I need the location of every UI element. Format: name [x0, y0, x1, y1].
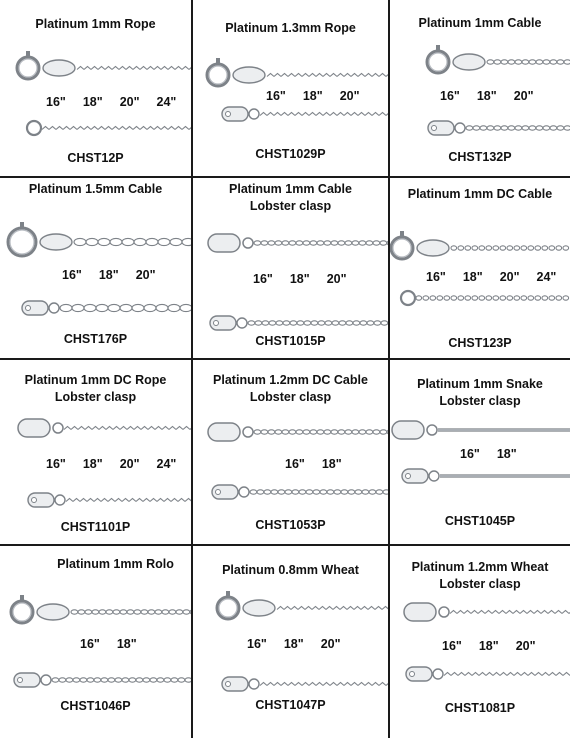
chain-card[interactable]: [0, 178, 191, 358]
length-label: 18": [302, 89, 323, 103]
chain-card[interactable]: [390, 360, 570, 544]
chain-lengths: [266, 89, 377, 103]
chain-card[interactable]: [193, 0, 388, 176]
length-label: 18": [462, 270, 483, 284]
length-label: 16": [426, 270, 446, 284]
product-code: CHST12P: [67, 151, 124, 165]
length-label: 18": [496, 447, 517, 461]
chain-image: [193, 360, 388, 544]
length-label: 18": [82, 95, 103, 109]
length-label: 20": [119, 95, 140, 109]
chain-title: Platinum 1mm DC Cable: [407, 187, 553, 201]
length-label: 18": [476, 89, 497, 103]
length-label: 16": [460, 447, 480, 461]
product-code: CHST1045P: [444, 514, 516, 528]
chain-lengths: [247, 637, 358, 651]
chain-card[interactable]: [0, 546, 191, 738]
length-label: 18": [478, 639, 499, 653]
length-label: 16": [440, 89, 460, 103]
product-code: CHST1047P: [255, 698, 326, 712]
chain-card[interactable]: [193, 178, 388, 358]
chain-title: Platinum 1.2mm Wheat Lobster clasp: [411, 560, 549, 591]
product-code: CHST1101P: [60, 520, 131, 534]
length-label: 24": [156, 95, 177, 109]
length-label: 18": [321, 457, 342, 471]
chain-title: Platinum 1.5mm Cable: [28, 182, 163, 196]
chain-title: Platinum 1mm Cable: [418, 16, 542, 30]
chain-card[interactable]: [390, 546, 570, 738]
length-label: 18": [283, 637, 304, 651]
chain-lengths: [62, 268, 173, 282]
length-label: 16": [46, 457, 66, 471]
chain-lengths: [253, 272, 364, 286]
product-code: CHST132P: [448, 150, 512, 164]
length-label: 18": [289, 272, 310, 286]
chain-title: Platinum 1mm Rolo: [57, 557, 174, 571]
length-label: 16": [247, 637, 267, 651]
length-label: 18": [82, 457, 103, 471]
product-code: CHST123P: [448, 336, 512, 350]
length-label: 20": [339, 89, 360, 103]
chain-title: Platinum 1mm Cable Lobster clasp: [229, 182, 352, 213]
length-label: 16": [442, 639, 462, 653]
length-label: 20": [119, 457, 140, 471]
length-label: 16": [285, 457, 305, 471]
chain-lengths: [442, 639, 553, 653]
chain-title: Platinum 1mm DC Rope Lobster clasp: [24, 373, 167, 404]
chain-image: [0, 360, 191, 544]
chain-title: Platinum 0.8mm Wheat: [222, 563, 359, 577]
chain-card[interactable]: [390, 178, 570, 358]
chain-lengths: [46, 95, 191, 109]
chain-title: Platinum 1mm Rope: [35, 17, 156, 31]
length-label: 20": [320, 637, 341, 651]
chain-lengths: [460, 447, 534, 461]
length-label: 20": [515, 639, 536, 653]
chain-image: [390, 178, 570, 358]
length-label: 20": [135, 268, 156, 282]
chain-title: Platinum 1.2mm DC Cable Lobster clasp: [213, 373, 368, 404]
chain-lengths: [285, 457, 359, 471]
length-label: 16": [266, 89, 286, 103]
chain-image: [0, 0, 191, 176]
chain-lengths: [80, 637, 154, 651]
length-label: 18": [98, 268, 119, 282]
product-code: CHST176P: [63, 332, 128, 346]
chain-card[interactable]: [193, 360, 388, 544]
chain-lengths: [46, 457, 191, 471]
length-label: 24": [156, 457, 177, 471]
length-label: 16": [253, 272, 273, 286]
chain-lengths: [440, 89, 551, 103]
length-label: 20": [499, 270, 520, 284]
chain-card[interactable]: [0, 0, 191, 176]
chain-title: Platinum 1.3mm Rope: [225, 21, 356, 35]
chain-card[interactable]: [0, 360, 191, 544]
product-code: CHST1029P: [255, 147, 326, 161]
chain-title: Platinum 1mm Snake Lobster clasp: [417, 377, 543, 408]
chain-card[interactable]: [193, 546, 388, 738]
product-code: CHST1015P: [255, 334, 326, 348]
length-label: 16": [46, 95, 66, 109]
chain-lengths: [426, 270, 570, 284]
product-code: CHST1053P: [255, 518, 326, 532]
length-label: 20": [513, 89, 534, 103]
chain-card[interactable]: [390, 0, 570, 176]
product-code: CHST1081P: [444, 701, 516, 715]
length-label: 16": [80, 637, 100, 651]
product-code: CHST1046P: [60, 699, 131, 713]
length-label: 20": [326, 272, 347, 286]
length-label: 24": [536, 270, 557, 284]
length-label: 16": [62, 268, 82, 282]
length-label: 18": [116, 637, 137, 651]
chain-image: [193, 178, 388, 358]
